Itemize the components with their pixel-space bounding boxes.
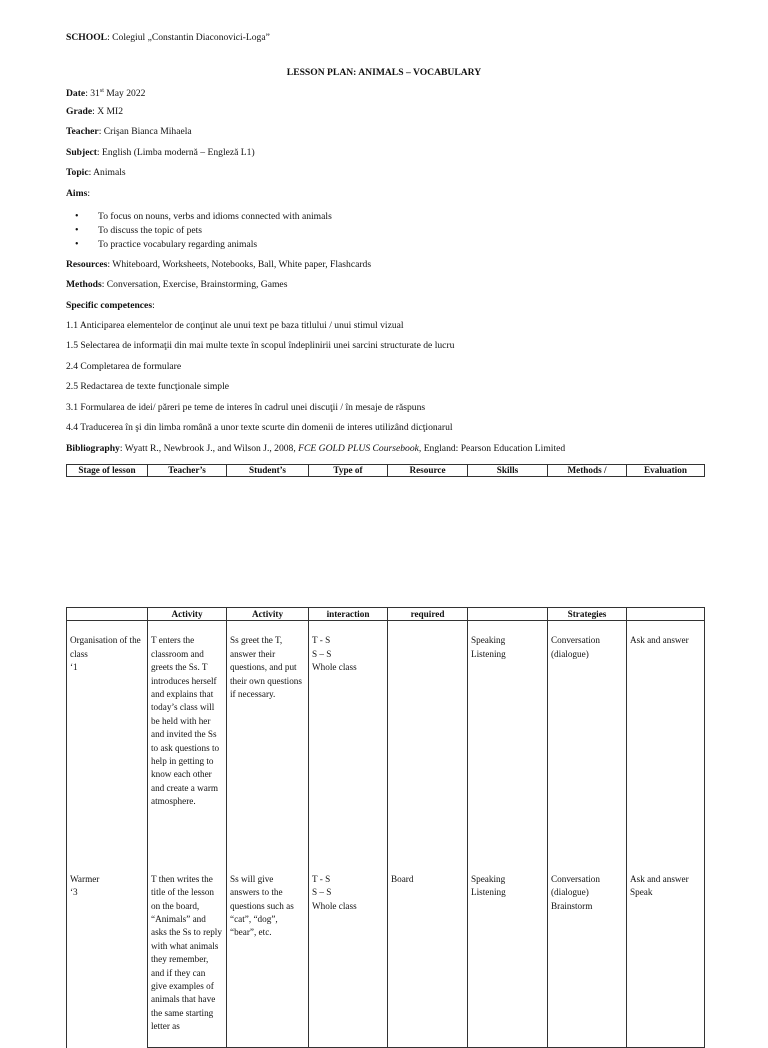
date-value: : 31 — [85, 88, 100, 100]
topic-label: Topic — [66, 167, 89, 178]
header-cell: Resource — [388, 465, 468, 477]
competence-item: 1.5 Selectarea de informaţii din mai multe texte în scopul îndeplinirii unei sarcini structurate de lucru — [66, 340, 455, 351]
header-cell: Activity — [227, 608, 309, 621]
header-cell: Evaluation — [627, 465, 705, 477]
stage-text: Warmer ‘3 — [70, 873, 100, 898]
skills-text: Speaking Listening — [471, 873, 506, 898]
competences-line — [66, 300, 155, 312]
resources-label: Resources — [66, 259, 108, 270]
teacher-activity-cell — [148, 621, 227, 1048]
header-cell — [468, 608, 548, 621]
resource-text: Board — [391, 873, 414, 884]
table-row — [67, 621, 705, 1048]
methods-text: Conversation (dialogue) Brainstorm — [551, 873, 600, 911]
resources-line — [66, 259, 371, 271]
methods-line — [66, 279, 287, 291]
header-cell: Skills — [468, 465, 548, 477]
header-cell: Strategies — [548, 608, 627, 621]
topic-line — [66, 167, 126, 179]
interaction-text: T - S S – S Whole class — [312, 635, 357, 673]
header-cell: Student’s — [227, 465, 309, 477]
stage-text: Organisation of the class ‘1 — [70, 635, 141, 673]
header-cell: Activity — [148, 608, 227, 621]
teacher-label: Teacher — [66, 126, 99, 137]
date-label: Date — [66, 88, 86, 100]
aims-item: • To focus on nouns, verbs and idioms connected with animals — [98, 210, 332, 224]
competence-item: 3.1 Formularea de idei/ păreri pe teme de interes în cadrul unei discuţii / în mesaje de răspuns — [66, 402, 426, 413]
aims-item: • To practice vocabulary regarding animals — [98, 238, 332, 252]
student-activity-text: Ss will give answers to the questions such as “cat”, “dog”, “bear”, etc. — [230, 873, 294, 938]
bibliography-pre: : Wyatt R., Newbrook J., and Wilson J., 2008, — [119, 443, 299, 454]
competences-label: Specific competences — [66, 300, 153, 311]
lesson-table — [66, 607, 705, 1048]
subject-line — [66, 147, 255, 159]
methods-cell — [548, 621, 627, 1048]
aims-label: Aims — [66, 188, 88, 199]
subject-value: : English (Limba modernă – Engleză L1) — [96, 147, 255, 158]
teacher-activity-text: T then writes the title of the lesson on the board, “Animals” and asks the Ss to reply with what animals they remember, and if they can give examples of animals that have the same starting letter as — [151, 873, 222, 1032]
competence-item: 1.1 Anticiparea elementelor de conţinut ale unui text pe baza titlului / unui stimul vizual — [66, 320, 404, 331]
competence-item: 4.4 Traducerea în şi din limba română a unor texte scurte din domenii de interes utilizând dicţionarul — [66, 422, 453, 433]
stage-cell — [67, 621, 148, 1048]
bibliography-label: Bibliography — [66, 443, 120, 454]
grade-label: Grade — [66, 106, 93, 117]
header-cell: interaction — [309, 608, 388, 621]
topic-value: : Animals — [88, 167, 126, 178]
skills-cell — [468, 621, 548, 1048]
date-line — [66, 85, 145, 100]
methods-value: : Conversation, Exercise, Brainstorming, Games — [101, 279, 288, 290]
header-cell: required — [388, 608, 468, 621]
interaction-text: T - S S – S Whole class — [312, 873, 357, 911]
teacher-line — [66, 126, 192, 138]
competence-item: 2.4 Completarea de formulare — [66, 361, 182, 372]
header-cell: Teacher’s — [148, 465, 227, 477]
resource-cell — [388, 621, 468, 1048]
aims-line — [66, 188, 90, 200]
page-title: LESSON PLAN: ANIMALS – VOCABULARY — [286, 67, 482, 78]
table-header-row — [67, 465, 705, 477]
evaluation-cell — [627, 621, 705, 1048]
teacher-value: : Crişan Bianca Mihaela — [98, 126, 192, 137]
school-line — [66, 32, 270, 44]
bibliography-line — [66, 443, 565, 455]
methods-text: Conversation (dialogue) — [551, 635, 600, 659]
bibliography-book: FCE GOLD PLUS Coursebook — [298, 443, 419, 454]
grade-line — [66, 106, 123, 118]
bibliography-post: , England: Pearson Education Limited — [418, 443, 566, 454]
aims-list — [66, 210, 332, 252]
date-rest: May 2022 — [103, 88, 146, 100]
header-cell — [67, 608, 148, 621]
aims-suffix: : — [87, 188, 90, 199]
header-cell: Type of — [309, 465, 388, 477]
resources-value: : Whiteboard, Worksheets, Notebooks, Ball, White paper, Flashcards — [107, 259, 372, 270]
teacher-activity-text: T enters the classroom and greets the Ss. T introduces herself and explains that today’s class will be held with her and invited the Ss to ask questions to help in getting to know each other and create a warm atmosphere. — [151, 635, 220, 807]
school-label: SCHOOL — [66, 32, 108, 43]
subject-label: Subject — [66, 147, 97, 158]
student-activity-text: Ss greet the T, answer their questions, and put their own questions if necessary. — [230, 635, 302, 700]
school-value: : Colegiul „Constantin Diaconovici-Loga” — [107, 32, 270, 43]
evaluation-text: Ask and answer Speak — [630, 873, 689, 898]
competences-suffix: : — [152, 300, 155, 311]
aims-item: • To discuss the topic of pets — [98, 224, 332, 238]
date-sup: st — [99, 88, 104, 94]
methods-label: Methods — [66, 279, 102, 290]
header-cell: Stage of lesson — [67, 465, 148, 477]
skills-text: Speaking Listening — [471, 635, 506, 659]
lesson-table-header-top — [66, 464, 705, 477]
table-header-row — [67, 608, 705, 621]
grade-value: : X MI2 — [92, 106, 124, 117]
evaluation-text: Ask and answer — [630, 635, 689, 646]
resource-text — [391, 634, 464, 859]
header-cell: Methods / — [548, 465, 627, 477]
student-activity-cell — [227, 621, 309, 1048]
competence-item: 2.5 Redactarea de texte funcţionale simple — [66, 381, 230, 392]
header-cell — [627, 608, 705, 621]
interaction-cell — [309, 621, 388, 1048]
